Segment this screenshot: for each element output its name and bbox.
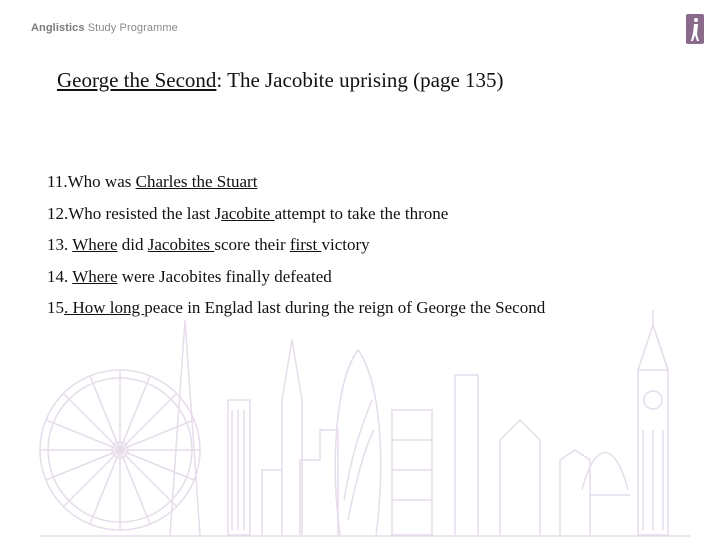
question-text-segment: peace in Englad last during the reign of George the Second [144, 298, 546, 317]
question-14 [47, 265, 545, 297]
question-text-segment: 15 [47, 298, 64, 317]
question-text-segment: Who was [67, 172, 136, 191]
question-text-segment: acobite [221, 203, 275, 223]
question-text-segment: 13. [47, 235, 73, 254]
question-text-segment: 11. [47, 172, 68, 191]
question-text-segment: 14. [47, 266, 73, 286]
question-text-segment: attempt to take the throne [274, 203, 449, 223]
question-text-segment: were Jacobites finally defeated [117, 266, 332, 286]
question-11 [47, 170, 545, 202]
question-text-segment: . How long [64, 298, 145, 317]
question-text-segment: Charles the Stuart [135, 172, 258, 191]
question-text-segment: Where [72, 266, 118, 286]
figure-logo-icon [686, 14, 704, 44]
header-brand: Anglistics [31, 22, 85, 34]
header-programme [31, 22, 178, 34]
page-title [57, 68, 504, 93]
london-skyline-icon [0, 300, 720, 540]
question-text-segment: first [289, 235, 322, 254]
question-text-segment: Jacobites [147, 235, 215, 254]
title-underlined: George the Second [57, 68, 217, 92]
question-text-segment: Who resisted the last J [68, 203, 222, 223]
title-rest: : The Jacobite uprising (page 135) [216, 68, 504, 92]
question-text-segment: 12. [47, 203, 69, 223]
question-12 [47, 202, 545, 234]
question-text-segment: Where [72, 235, 118, 254]
question-text-segment: score their [214, 235, 290, 254]
question-text-segment: did [117, 235, 148, 254]
question-13 [47, 233, 545, 265]
question-text-segment: victory [321, 235, 370, 254]
header-subtitle: Study Programme [84, 22, 178, 34]
